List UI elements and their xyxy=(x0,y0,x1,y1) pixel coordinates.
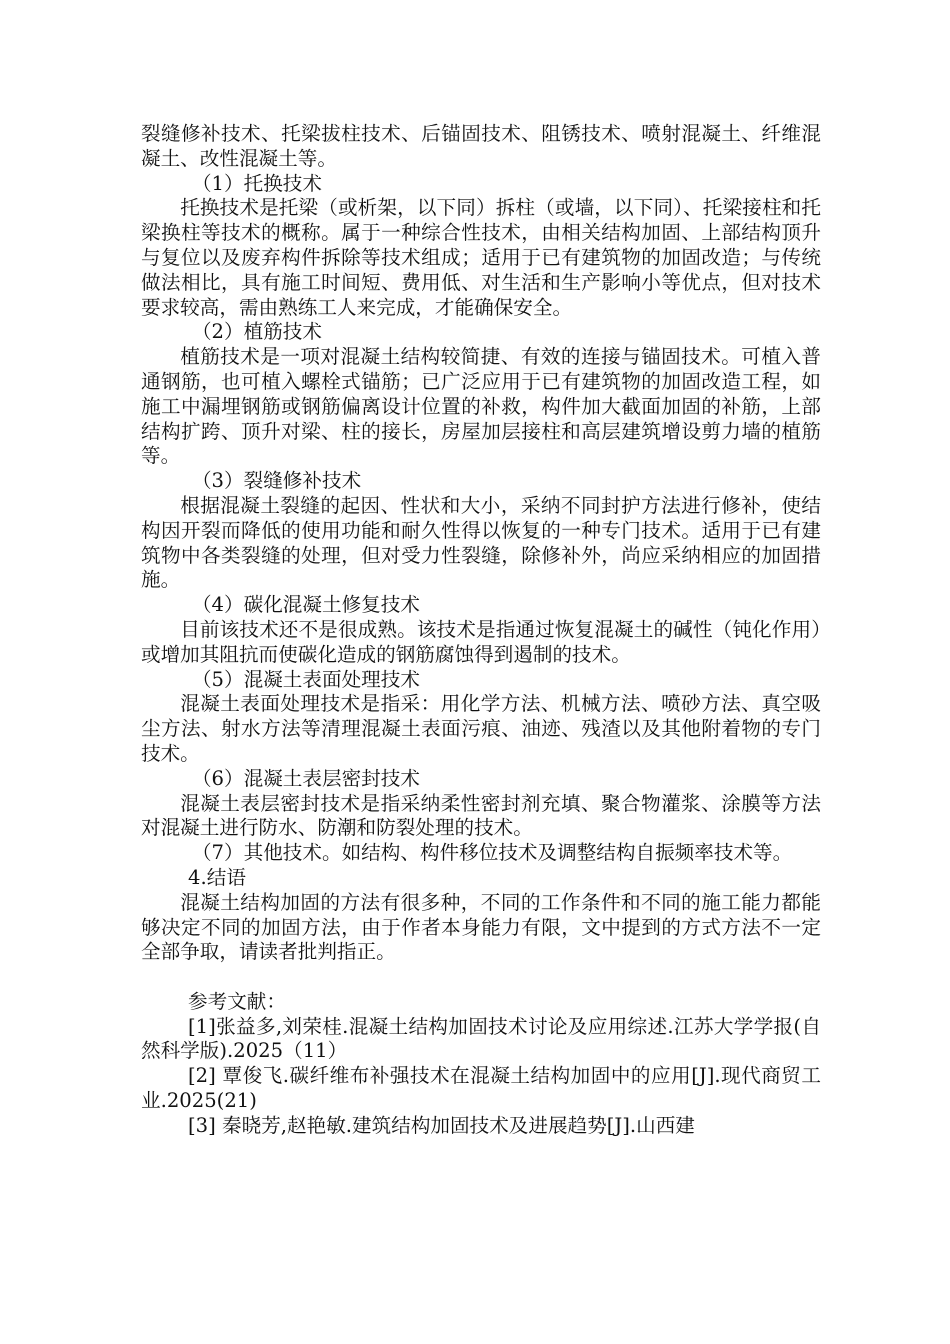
conclusion-heading: 4.结语 xyxy=(188,865,246,889)
section-7-paragraph: （7）其他技术。如结构、构件移位技术及调整结构自振频率技术等。 xyxy=(191,841,793,865)
reference-item: [1]张益多,刘荣桂.混凝土结构加固技术讨论及应用综述.江苏大学学报(自然科学版).2025（11） xyxy=(141,1014,821,1063)
section-1-heading: （1）托换技术 xyxy=(191,171,322,195)
section-1-body: 托换技术是托梁（或析架，以下同）拆柱（或墙，以下同）、托梁接柱和托梁换柱等技术的概称。属于一种综合性技术，由相关结构加固、上部结构顶升与复位以及废弃构件拆除等技术组成；适用于已有建筑物的加固改造；与传统做法相比，具有施工时间短、费用低、对生活和生产影响小等优点，但对技术要求较高，需由熟练工人来完成，才能确保安全。 xyxy=(141,196,821,319)
section-2-body: 植筋技术是一项对混凝土结构较简捷、有效的连接与锚固技术。可植入普通钢筋，也可植入螺栓式锚筋；已广泛应用于已有建筑物的加固改造工程，如施工中漏埋钢筋或钢筋偏离设计位置的补救，构件加大截面加固的补筋，上部结构扩跨、顶升对梁、柱的接长，房屋加层接柱和高层建筑增设剪力墙的植筋等。 xyxy=(141,345,821,468)
section-3-heading: （3）裂缝修补技术 xyxy=(191,469,362,493)
section-4-body: 目前该技术还不是很成熟。该技术是指通过恢复混凝土的碱性（钝化作用）或增加其阻抗而使碳化造成的钢筋腐蚀得到遏制的技术。 xyxy=(141,617,821,666)
section-6-heading: （6）混凝土表层密封技术 xyxy=(191,766,420,790)
intro-paragraph: 裂缝修补技术、托梁拔柱技术、后锚固技术、阻锈技术、喷射混凝土、纤维混凝土、改性混凝土等。 xyxy=(141,122,821,170)
references-heading: 参考文献： xyxy=(188,989,286,1013)
reference-item: [3] 秦晓芳,赵艳敏.建筑结构加固技术及进展趋势[J].山西建 xyxy=(188,1113,695,1137)
section-6-body: 混凝土表层密封技术是指采纳柔性密封剂充填、聚合物灌浆、涂膜等方法对混凝土进行防水、防潮和防裂处理的技术。 xyxy=(141,791,821,840)
conclusion-body: 混凝土结构加固的方法有很多种，不同的工作条件和不同的施工能力都能够决定不同的加固方法，由于作者本身能力有限，文中提到的方式方法不一定全部争取，请读者批判指正。 xyxy=(141,890,821,964)
section-5-body: 混凝土表面处理技术是指采：用化学方法、机械方法、喷砂方法、真空吸尘方法、射水方法等清理混凝土表面污痕、油迹、残渣以及其他附着物的专门技术。 xyxy=(141,692,821,765)
section-4-heading: （4）碳化混凝土修复技术 xyxy=(191,593,420,617)
reference-item: [2] 覃俊飞.碳纤维布补强技术在混凝土结构加固中的应用[J].现代商贸工业.2025(21) xyxy=(141,1064,821,1113)
section-2-heading: （2）植筋技术 xyxy=(191,320,322,344)
section-5-heading: （5）混凝土表面处理技术 xyxy=(191,667,420,691)
spacer xyxy=(141,965,821,990)
section-3-body: 根据混凝土裂缝的起因、性状和大小，采纳不同封护方法进行修补，使结构因开裂而降低的使用功能和耐久性得以恢复的一种专门技术。适用于已有建筑物中各类裂缝的处理，但对受力性裂缝，除修补外，尚应采纳相应的加固措施。 xyxy=(141,493,821,592)
document-page xyxy=(141,122,821,1139)
